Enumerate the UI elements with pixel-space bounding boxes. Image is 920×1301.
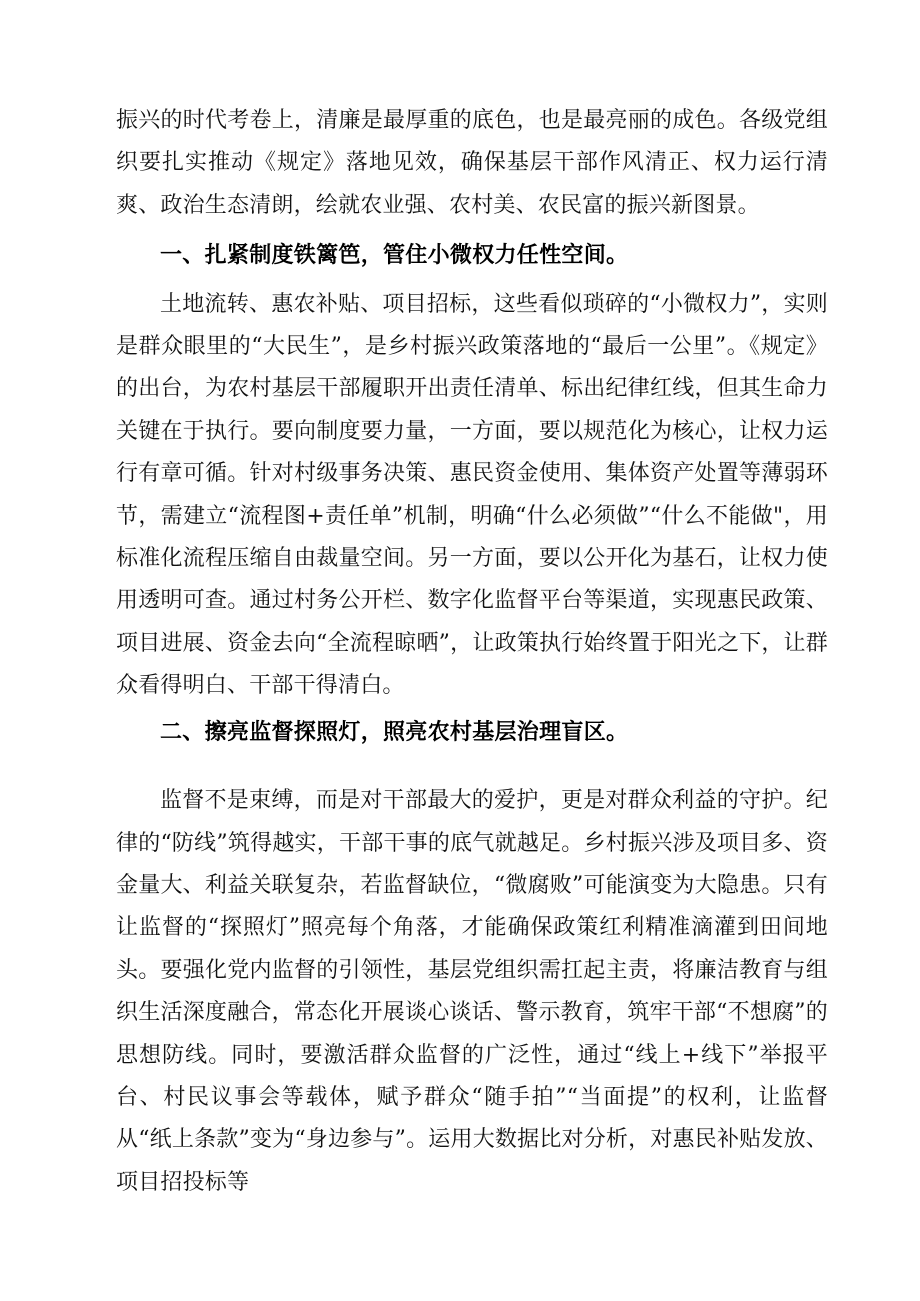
section-2-heading: 二、擦亮监督探照灯，照亮农村基层治理盲区。: [160, 719, 629, 745]
intro-paragraph: 振兴的时代考卷上，清廉是最厚重的底色，也是最亮丽的成色。各级党组织要扎实推动《规定》落地见效，确保基层干部作风清正、权力运行清爽、政治生态清朗，绘就农业强、农村美、农民富的振兴新图景。: [116, 108, 828, 218]
section-1-heading: 一、扎紧制度铁篱笆，管住小微权力任性空间。: [160, 243, 629, 269]
document-body: [116, 100, 828, 1204]
section-2-paragraph: 监督不是束缚，而是对干部最大的爱护，更是对群众利益的守护。纪律的“防线”筑得越实，干部干事的底气就越足。乡村振兴涉及项目多、资金量大、利益关联复杂，若监督缺位，“微腐败”可能演变为大隐患。只有让监督的“探照灯”照亮每个角落，才能确保政策红利精准滴灌到田间地头。要强化党内监督的引领性，基层党组织需扛起主责，将廉洁教育与组织生活深度融合，常态化开展谈心谈话、警示教育，筑牢干部“不想腐”的思想防线。同时，要激活群众监督的广泛性，通过“线上+线下”举报平台、村民议事会等载体，赋予群众“随手拍”“当面提”的权利，让监督从“纸上条款”变为“身边参与”。运用大数据比对分析，对惠民补贴发放、项目招投标等: [116, 788, 828, 1195]
section-1-paragraph: 土地流转、惠农补贴、项目招标，这些看似琐碎的“小微权力”，实则是群众眼里的“大民生”，是乡村振兴政策落地的“最后一公里”。《规定》的出台，为农村基层干部履职开出责任清单、标出纪律红线，但其生命力关键在于执行。要向制度要力量，一方面，要以规范化为核心，让权力运行有章可循。针对村级事务决策、惠民资金使用、集体资产处置等薄弱环节，需建立“流程图+责任单”机制，明确“什么必须做”“什么不能做"，用标准化流程压缩自由裁量空间。另一方面，要以公开化为基石，让权力使用透明可查。通过村务公开栏、数字化监督平台等渠道，实现惠民政策、项目进展、资金去向“全流程晾晒”，让政策执行始终置于阳光之下，让群众看得明白、干部干得清白。: [116, 291, 828, 699]
